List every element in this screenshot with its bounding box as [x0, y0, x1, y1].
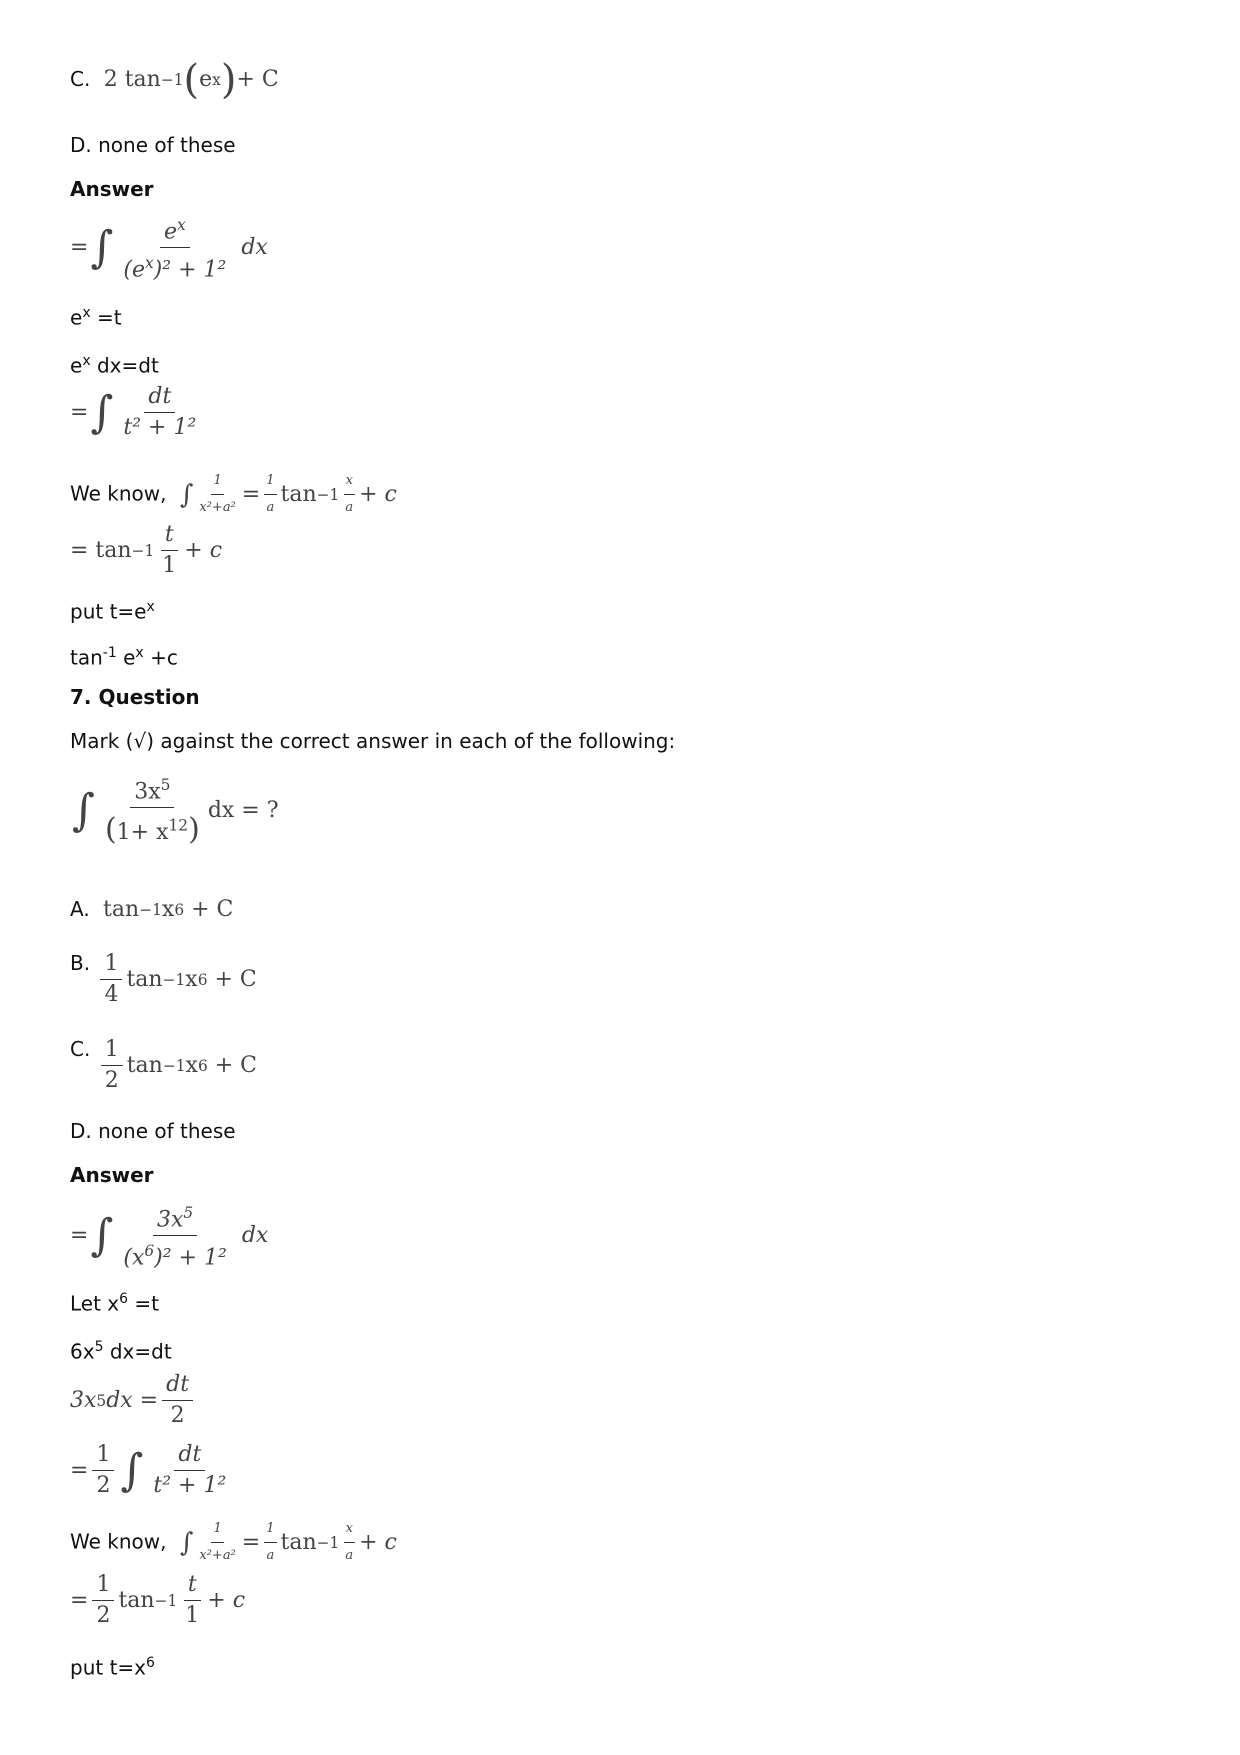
q7-result: = $\frac{1}{2}$ tan −1 $\frac{t}{1}$ + c: [70, 1572, 246, 1628]
option-c: [70, 57, 279, 103]
option-d-q7: D. none of these: [70, 1119, 236, 1143]
q7-diff: $6x^5$ dx=dt: [70, 1339, 172, 1364]
q7-step-2: 3x 5 dx = $\frac{dt}{2}$: [70, 1372, 197, 1429]
option-b: B. $\frac{1}{4}$ tan −1 x 6 + C: [70, 951, 257, 1007]
answer-heading: Answer: [70, 177, 154, 201]
q7-put-substitution: put $t=x^6$: [70, 1655, 155, 1680]
final-answer: $\tan^{-1} e^x +c$: [70, 645, 178, 670]
question-7-heading: 7. Question: [70, 685, 200, 709]
q7-step-1: = ∫ $\frac{3x^5}{(x^6)^2 + 1^2}$ dx: [70, 1200, 268, 1272]
we-know-formula: We know, ∫ $\frac{1}{\text{x²+a²}}$ = $\frac{1}{a}$ tan −1 $\frac{x}{a}$ + c: [70, 468, 397, 521]
result-1: = tan −1 $\frac{t}{1}$ + c: [70, 522, 223, 578]
option-a: A. tan −1 x 6 + C: [70, 897, 234, 922]
answer-step-2: = ∫ $\frac{dt}{\text{t² + 1²}}$: [70, 384, 197, 440]
q7-let: Let $x^6 =t$: [70, 1291, 160, 1316]
substitution-2: $e^x$ dx=dt: [70, 353, 159, 378]
q7-we-know-formula: We know, ∫ $\frac{1}{\text{x²+a²}}$ = $\frac{1}{a}$ tan −1 $\frac{x}{a}$ + c: [70, 1516, 397, 1569]
question-7-instruction: Mark (√) against the correct answer in each of the following:: [70, 729, 676, 753]
answer-heading-q7: Answer: [70, 1163, 154, 1187]
option-c-q7: C. $\frac{1}{2}$ tan −1 x 6 + C: [70, 1037, 258, 1093]
put-substitution: put $t=e^x$: [70, 599, 155, 624]
substitution-1: $e^x =t$: [70, 305, 122, 330]
question-7-integral: ∫ $\frac{3x^5}{(1+ x^{12})}$ dx = ?: [70, 772, 279, 850]
q7-step-3: = $\frac{1}{2}$ ∫ $\frac{dt}{\text{t² + 1²}}$: [70, 1442, 227, 1498]
answer-step-1: = ∫ $\frac{e^x}{(e^x)^2 + 1^2}$ dx: [70, 212, 268, 284]
option-d: D. none of these: [70, 133, 236, 157]
option-c-label: C.: [70, 67, 91, 91]
option-c-expression: 2 tan −1 ( e x ) + C: [103, 57, 279, 103]
